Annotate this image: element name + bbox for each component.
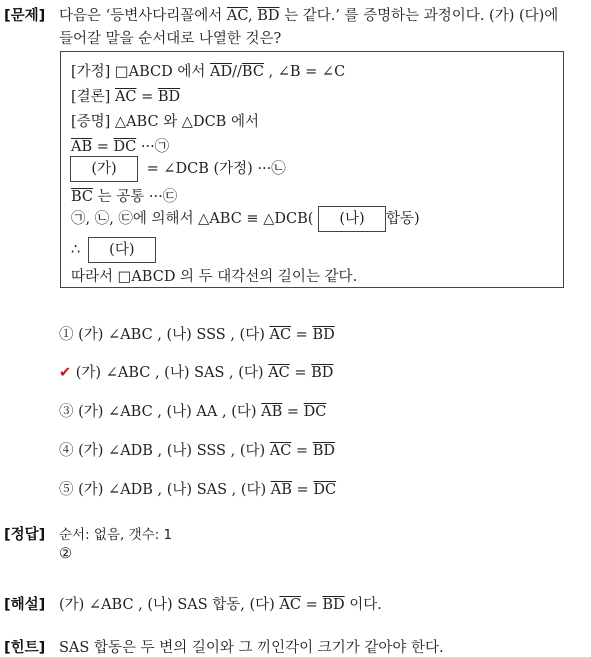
step-4-end: 합동) <box>386 211 420 227</box>
explanation-line <box>59 593 382 614</box>
separator: , <box>247 8 258 24</box>
option-number: ③ <box>59 404 74 420</box>
hypothesis-line <box>71 60 345 81</box>
equals: = <box>291 482 314 498</box>
segment-ac: $\overline{AC}$ <box>226 8 248 24</box>
problem-tag: [문제] <box>4 8 46 24</box>
segment-bc: $\overline{BC}$ <box>241 64 264 80</box>
parallel-symbol: // <box>232 64 242 80</box>
hypothesis-text: , ∠B = ∠C <box>263 64 346 80</box>
segment: $\overline{BD}$ <box>312 327 335 343</box>
therefore-symbol: ∴ <box>71 242 81 258</box>
segment-bd: $\overline{BD}$ <box>157 89 181 105</box>
equals: = <box>301 597 323 613</box>
explanation-tag: [해설] <box>4 597 46 613</box>
option-1[interactable] <box>59 323 335 344</box>
blank-c-box: (다) <box>88 237 156 263</box>
proof-label: [증명] △ABC 와 △DCB 에서 <box>71 114 259 130</box>
explanation-text: (가) ∠ABC , (나) SAS 합동, (다) <box>59 597 280 613</box>
equals: = <box>136 89 158 105</box>
segment-ac: $\overline{AC}$ <box>114 89 137 105</box>
segment: $\overline{BD}$ <box>312 443 335 459</box>
problem-line-1 <box>59 4 558 25</box>
step-2 <box>70 156 286 182</box>
blank-a-box: (가) <box>70 156 138 182</box>
step-1 <box>71 135 169 156</box>
step-3-text: 는 공통 ···㉢ <box>93 189 178 205</box>
answer-line-1: 순서: 없음, 갯수: 1 <box>59 527 173 543</box>
problem-text: 다음은 ‘등변사다리꼴에서 <box>59 8 227 24</box>
problem-line-2: 들어갈 말을 순서대로 나열한 것은? <box>59 31 282 47</box>
segment-ac: $\overline{AC}$ <box>279 597 302 613</box>
segment: $\overline{DC}$ <box>303 404 327 420</box>
option-number: ① <box>59 327 74 343</box>
segment-bd: $\overline{BD}$ <box>257 8 280 24</box>
equals: = <box>289 365 312 381</box>
segment: $\overline{AC}$ <box>268 365 290 381</box>
segment-bd: $\overline{BD}$ <box>322 597 345 613</box>
segment-dc: $\overline{DC}$ <box>113 139 137 155</box>
equals: = <box>282 404 304 420</box>
explanation-end: 이다. <box>344 597 382 613</box>
step-ref: ···㉠ <box>136 139 170 155</box>
segment: $\overline{AC}$ <box>269 443 292 459</box>
conclusion-line <box>71 85 180 106</box>
option-text: (가) ∠ADB , (나) SAS , (다) <box>73 482 271 498</box>
segment: $\overline{DC}$ <box>313 482 337 498</box>
option-text: (가) ∠ABC , (나) SSS , (다) <box>73 327 270 343</box>
checkmark-icon: ✔ <box>59 365 72 381</box>
equals: = <box>291 443 313 459</box>
segment: $\overline{BD}$ <box>311 365 334 381</box>
option-2[interactable] <box>59 361 333 382</box>
proof-box <box>60 51 564 288</box>
option-text: (가) ∠ADB , (나) SSS , (다) <box>73 443 270 459</box>
step-6: 따라서 □ABCD 의 두 대각선의 길이는 같다. <box>71 269 358 285</box>
answer-tag: [정답] <box>4 527 46 543</box>
option-4[interactable] <box>59 439 335 460</box>
equals: = <box>92 139 114 155</box>
step-3 <box>71 185 177 206</box>
segment-bc: $\overline{BC}$ <box>71 189 94 205</box>
step-4-text: ㉠, ㉡, ㉢에 의해서 △ABC ≡ △DCB( <box>71 211 314 227</box>
answer-line-2: ② <box>59 546 72 562</box>
step-2-text: = ∠DCB (가정) ···㉡ <box>146 161 286 177</box>
equals: = <box>291 327 313 343</box>
segment-ab: $\overline{AB}$ <box>71 139 93 155</box>
conclusion-label: [결론] <box>71 89 115 105</box>
step-5 <box>71 237 156 263</box>
segment-ad: $\overline{AD}$ <box>210 64 233 80</box>
hypothesis-text: [가정] □ABCD 에서 <box>71 64 210 80</box>
segment: $\overline{AB}$ <box>261 404 283 420</box>
blank-b-box: (나) <box>318 206 386 232</box>
option-5[interactable] <box>59 478 336 499</box>
hint-tag: [힌트] <box>4 640 46 656</box>
segment: $\overline{AB}$ <box>270 482 292 498</box>
step-4 <box>71 206 420 232</box>
option-text: (가) ∠ABC , (나) AA , (다) <box>73 404 262 420</box>
option-number: ④ <box>59 443 74 459</box>
hint-line: SAS 합동은 두 변의 길이와 그 끼인각이 크기가 같아야 한다. <box>59 640 444 656</box>
option-text: (가) ∠ABC , (나) SAS , (다) <box>71 365 269 381</box>
option-3[interactable] <box>59 400 326 421</box>
problem-text: 는 같다.’ 를 증명하는 과정이다. (가) (다)에 <box>279 8 559 24</box>
option-number: ⑤ <box>59 482 74 498</box>
segment: $\overline{AC}$ <box>269 327 292 343</box>
